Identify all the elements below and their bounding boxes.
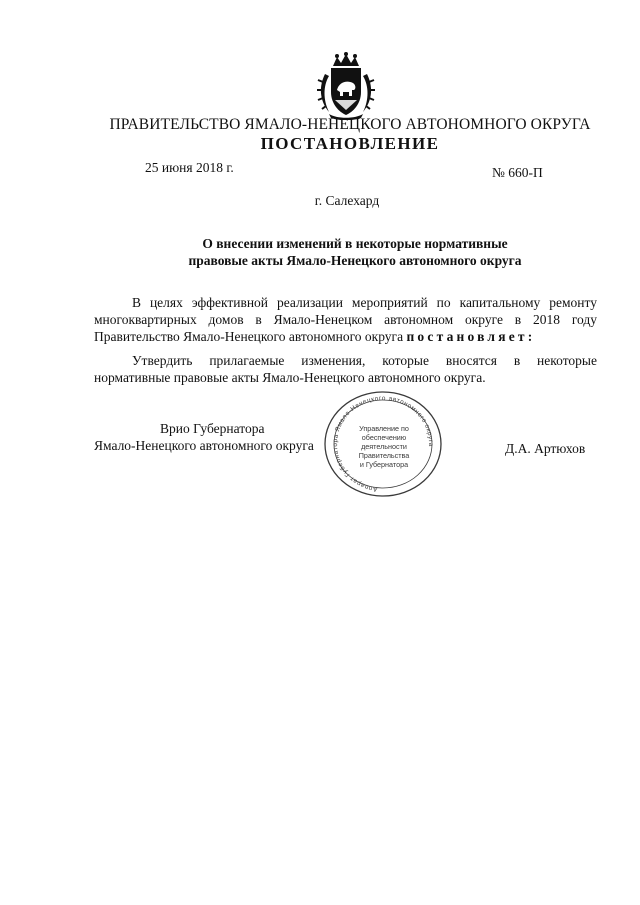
heading-line-1: О внесении изменений в некоторые нормативные	[202, 236, 508, 251]
organization-name: ПРАВИТЕЛЬСТВО ЯМАЛО-НЕНЕЦКОГО АВТОНОМНОГО ОКРУГА	[109, 116, 591, 133]
seal-line: и Губернатора	[359, 460, 409, 469]
heading-line-2: правовые акты Ямало-Ненецкого автономного округа	[188, 253, 522, 268]
signatory-title-line-1: Врио Губернатора	[160, 421, 265, 436]
paragraph-preamble	[94, 294, 597, 345]
preamble-line-2: многоквартирных домов в Ямало-Ненецком автономном округе в 2018 году	[94, 312, 597, 327]
document-heading	[110, 235, 600, 269]
seal-line: Правительства	[358, 451, 410, 460]
preamble-line-3-text: Правительство Ямало-Ненецкого автономного округа	[94, 329, 404, 344]
document-number: № 660-П	[492, 165, 543, 180]
seal-line: деятельности	[361, 442, 407, 451]
signatory-title-line-2: Ямало-Ненецкого автономного округа	[94, 438, 314, 453]
seal-inner-text	[336, 424, 432, 469]
coat-of-arms-icon	[317, 52, 375, 120]
preamble-line-1: В целях эффективной реализации мероприятий по капитальному ремонту	[132, 295, 597, 310]
seal-ring-text: Аппарат Губернатора Ямало-Ненецкого автономного округа	[332, 394, 435, 493]
signatory-name: Д.А. Артюхов	[505, 441, 586, 456]
resolution-line-2: нормативные правовые акты Ямало-Ненецкого автономного округа.	[94, 370, 486, 385]
paragraph-resolution	[94, 352, 597, 386]
document-type: ПОСТАНОВЛЕНИЕ	[260, 134, 440, 153]
seal-line: Управление по	[359, 424, 409, 433]
decree-word: постановляет:	[406, 329, 536, 344]
resolution-line-1: Утвердить прилагаемые изменения, которые вносятся в некоторые	[132, 353, 597, 368]
seal-line: обеспечению	[361, 433, 407, 442]
preamble-line-3	[94, 328, 597, 345]
document-date: 25 июня 2018 г.	[145, 160, 234, 175]
document-city: г. Салехард	[314, 193, 380, 208]
